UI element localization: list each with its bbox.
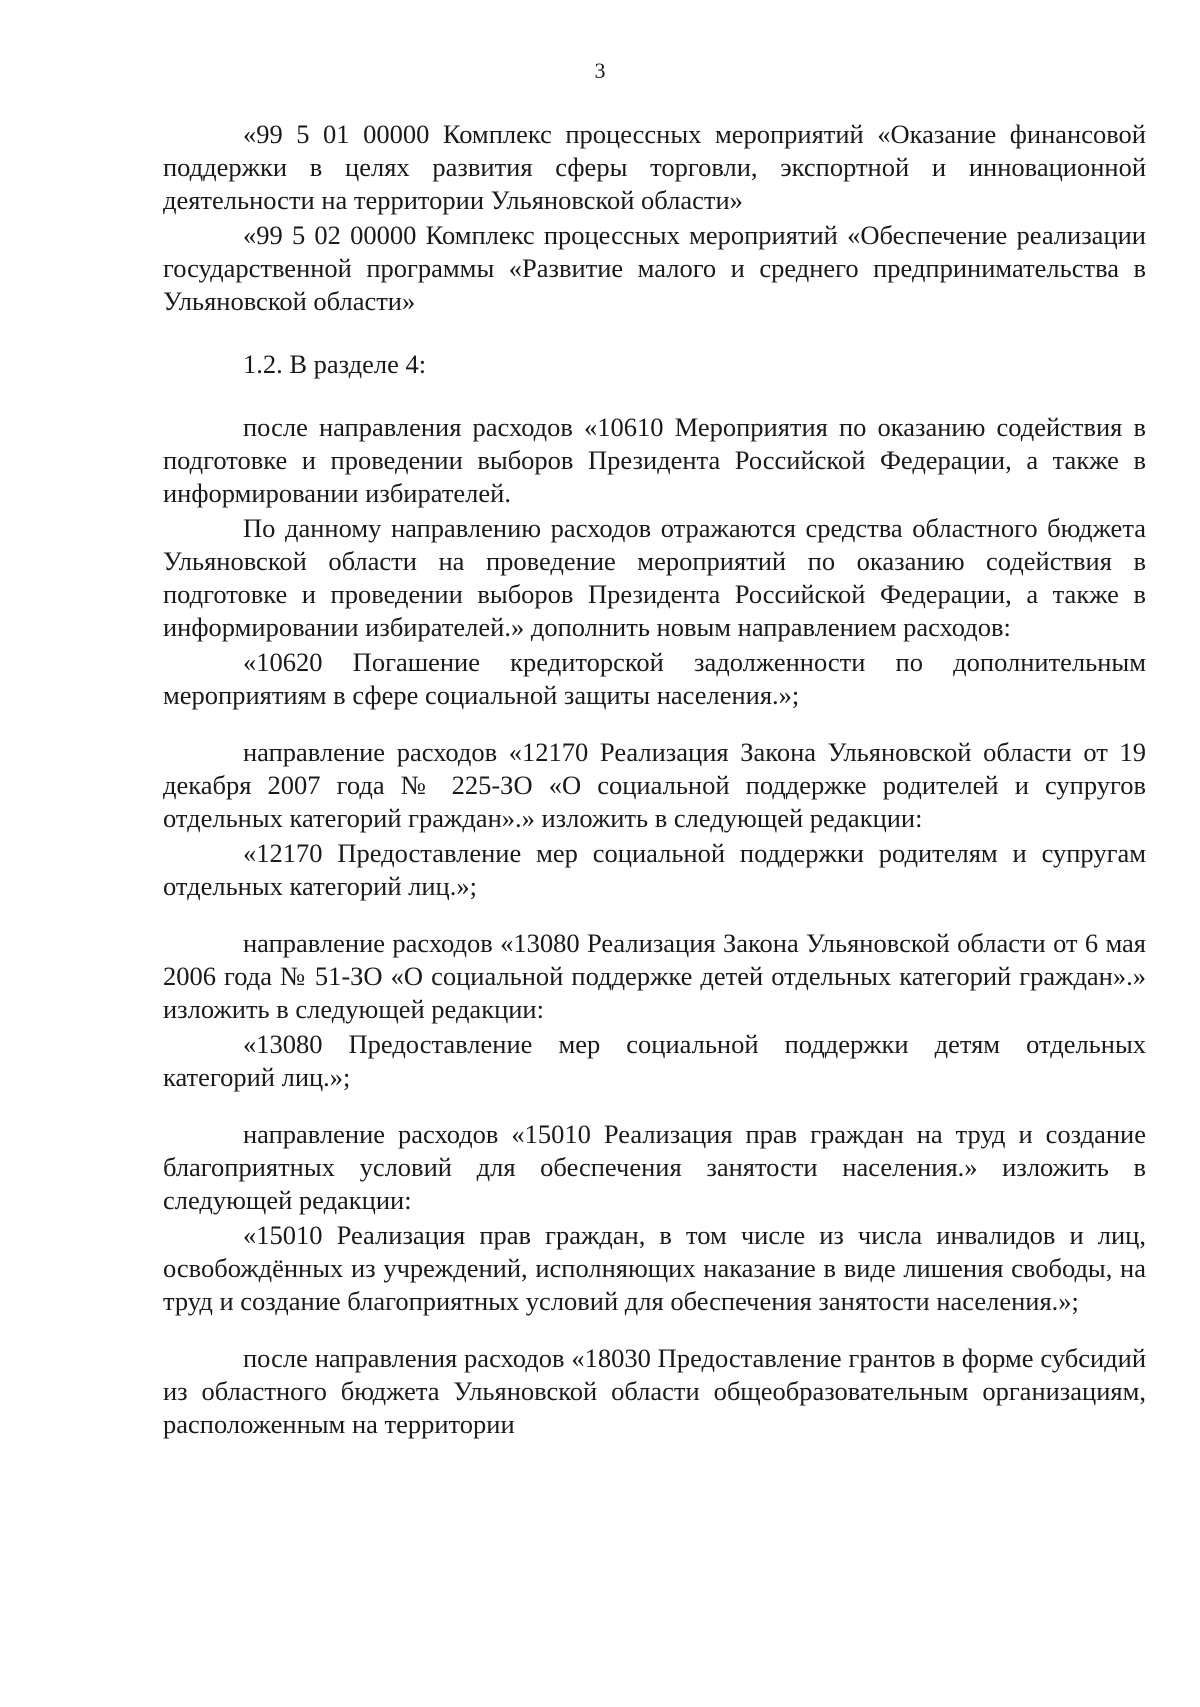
paragraph-expense-13080-new: «13080 Предоставление мер социальной поддержки детям отдельных категорий лиц.»; [163,1029,1146,1092]
paragraph-expense-15010: направление расходов «15010 Реализация прав граждан на труд и создание благоприятных условий для обеспечения занятости населения.» изложить в следующей редакции: [163,1119,1146,1215]
paragraph-program-complex-2: «99 5 02 00000 Комплекс процессных мероприятий «Обеспечение реализации государственной программы «Развитие малого и среднего предпринимательства в Ульяновской области» [163,220,1146,316]
paragraph-expense-12170-new: «12170 Предоставление мер социальной поддержки родителям и супругам отдельных категорий лиц.»; [163,838,1146,901]
paragraph-program-complex-1: «99 5 01 00000 Комплекс процессных мероприятий «Оказание финансовой поддержки в целях развития сферы торговли, экспортной и инновационной деятельности на территории Ульяновской области» [163,119,1146,215]
paragraph-expense-15010-new: «15010 Реализация прав граждан, в том числе из числа инвалидов и лиц, освобождённых из учреждений, исполняющих наказание в виде лишения свободы, на труд и создание благоприятных условий для обеспечения занятости населения.»; [163,1220,1146,1316]
document-body [163,118,1146,1441]
paragraph-expense-18030: после направления расходов «18030 Предоставление грантов в форме субсидий из областного бюджета Ульяновской области общеобразовательным организациям, расположенным на территории [163,1343,1146,1439]
paragraph-section-heading: 1.2. В разделе 4: [243,349,427,379]
paragraph-expense-10610: после направления расходов «10610 Мероприятия по оказанию содействия в подготовке и проведении выборов Президента Российской Федерации, а также в информировании избирателей. [163,412,1146,508]
paragraph-expense-10620: «10620 Погашение кредиторской задолженности по дополнительным мероприятиям в сфере социальной защиты населения.»; [163,647,1146,710]
paragraph-expense-13080: направление расходов «13080 Реализация Закона Ульяновской области от 6 мая 2006 года № 51-ЗО «О социальной поддержке детей отдельных категорий граждан».» изложить в следующей редакции: [163,928,1146,1024]
paragraph-expense-12170: направление расходов «12170 Реализация Закона Ульяновской области от 19 декабря 2007 года № 225-ЗО «О социальной поддержке родителей и супругов отдельных категорий граждан».» изложить в следующей редакции: [163,737,1146,833]
page-number: 3 [594,58,606,83]
paragraph-expense-10610-description: По данному направлению расходов отражаются средства областного бюджета Ульяновской области на проведение мероприятий по оказанию содействия в подготовке и проведении выборов Президента Российской Федерации, а также в информировании избирателей.» дополнить новым направлением расходов: [163,513,1146,642]
